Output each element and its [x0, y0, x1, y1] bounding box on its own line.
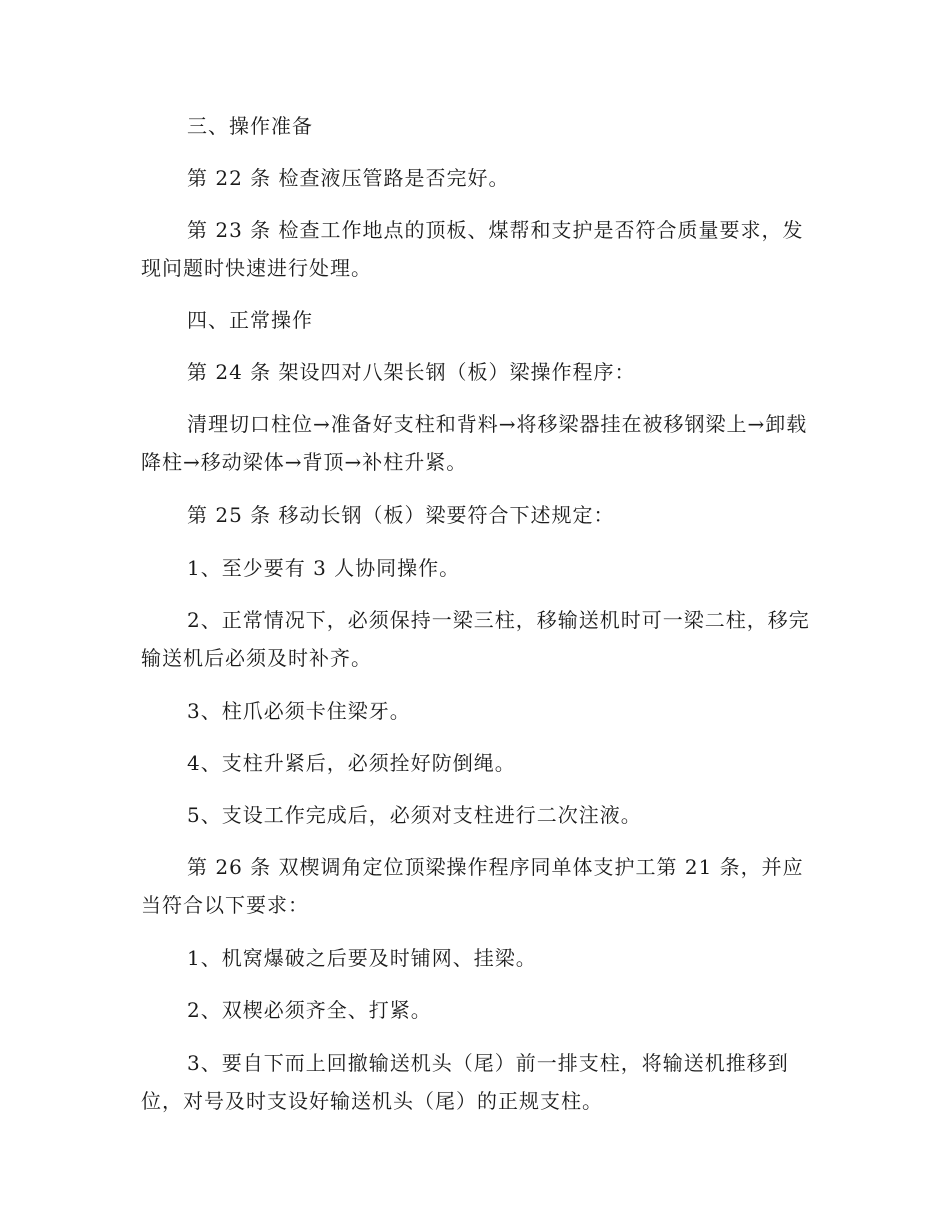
article-26: 第 26 条 双楔调角定位顶梁操作程序同单体支护工第 21 条，并应当符合以下要求： [141, 855, 804, 917]
section-heading-normal-operation: 四、正常操作 [187, 308, 313, 332]
procedure-steps: 清理切口柱位→准备好支柱和背料→将移梁器挂在被移钢梁上→卸载降柱→移动梁体→背顶→补柱升紧。 [141, 412, 808, 474]
rule-item-2: 2、正常情况下，必须保持一梁三柱，移输送机时可一梁二柱，移完输送机后必须及时补齐。 [141, 608, 810, 670]
rule-item-1: 1、至少要有 3 人协同操作。 [187, 556, 461, 580]
article-25: 第 25 条 移动长钢（板）梁要符合下述规定： [187, 503, 615, 527]
article-23: 第 23 条 检查工作地点的顶板、煤帮和支护是否符合质量要求，发现问题时快速进行处理。 [141, 218, 804, 280]
requirement-item-2: 2、双楔必须齐全、打紧。 [187, 998, 432, 1022]
rule-item-5: 5、支设工作完成后，必须对支柱进行二次注液。 [187, 803, 642, 827]
requirement-item-3: 3、要自下而上回撤输送机头（尾）前一排支柱，将输送机推移到位，对号及时支设好输送机头（尾）的正规支柱。 [141, 1051, 789, 1113]
section-heading-operation-prep: 三、操作准备 [187, 114, 313, 138]
rule-item-4: 4、支柱升紧后，必须拴好防倒绳。 [187, 751, 516, 775]
article-22: 第 22 条 检查液压管路是否完好。 [187, 166, 510, 190]
article-24: 第 24 条 架设四对八架长钢（板）梁操作程序： [187, 360, 636, 384]
requirement-item-1: 1、机窝爆破之后要及时铺网、挂梁。 [187, 946, 537, 970]
rule-item-3: 3、柱爪必须卡住梁牙。 [187, 699, 411, 723]
